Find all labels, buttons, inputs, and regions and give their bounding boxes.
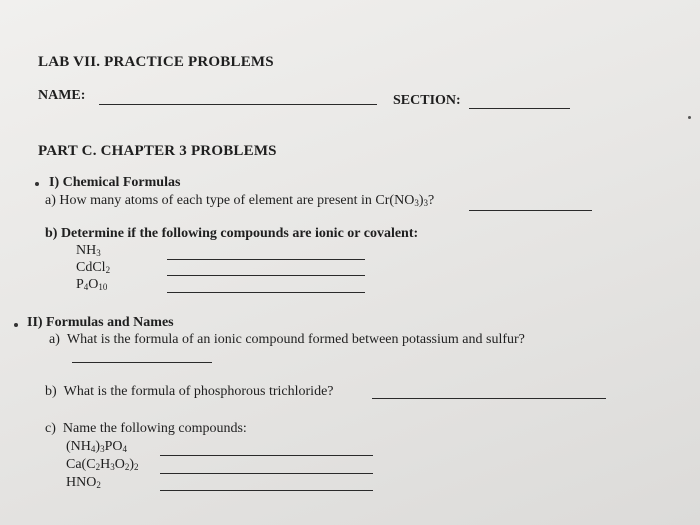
qa-sub2: 3 bbox=[423, 198, 428, 208]
compound-nh3: $NH_3$ bbox=[76, 243, 101, 258]
answer-line-hno2[interactable] bbox=[160, 490, 373, 491]
answer-line-ca-acetate[interactable] bbox=[160, 473, 373, 474]
section-label: SECTION: bbox=[393, 93, 461, 108]
section2-question-b: b) What is the formula of phosphorous trichloride? bbox=[45, 384, 334, 399]
compound-p4o10: $P_4O_{10}$ bbox=[76, 277, 108, 292]
lab-title: LAB VII. PRACTICE PROBLEMS bbox=[38, 54, 274, 70]
answer-line-2b[interactable] bbox=[372, 398, 606, 399]
page-mark bbox=[688, 116, 691, 119]
compound-cdcl2: CdCl$_2$ bbox=[76, 260, 111, 275]
section1-heading: I) Chemical Formulas bbox=[49, 175, 181, 190]
qa-mid: ) bbox=[418, 193, 424, 208]
section1-question-b: b) Determine if the following compounds are ionic or covalent: bbox=[45, 226, 419, 241]
answer-line-nh3[interactable] bbox=[167, 259, 365, 260]
compound-ca-acetate: $Ca(C_2H_3O_2)_2$ bbox=[66, 457, 139, 472]
answer-line-1a[interactable] bbox=[469, 210, 592, 211]
qa-post: ? bbox=[427, 193, 435, 208]
compound-nh4-3po4: $(NH_4)_3PO_4$ bbox=[66, 439, 127, 454]
answer-line-cdcl2[interactable] bbox=[167, 275, 365, 276]
section1-question-a bbox=[45, 193, 434, 209]
section-field[interactable] bbox=[469, 108, 570, 109]
section2-heading: II) Formulas and Names bbox=[27, 315, 174, 330]
answer-line-2a[interactable] bbox=[72, 362, 212, 363]
bullet-section1 bbox=[35, 182, 39, 186]
answer-line-nh4-3po4[interactable] bbox=[160, 455, 373, 456]
part-title: PART C. CHAPTER 3 PROBLEMS bbox=[38, 143, 277, 159]
section2-question-c: c) Name the following compounds: bbox=[45, 421, 247, 436]
compound-hno2: $HNO_2$ bbox=[66, 475, 101, 490]
name-field[interactable] bbox=[99, 104, 377, 105]
name-label: NAME: bbox=[38, 88, 86, 103]
qa-sub1: 3 bbox=[414, 198, 419, 208]
answer-line-p4o10[interactable] bbox=[167, 292, 365, 293]
section2-question-a: a) What is the formula of an ionic compound formed between potassium and sulfur? bbox=[49, 332, 525, 347]
qa-text: a) How many atoms of each type of element are present in Cr(NO bbox=[45, 193, 415, 208]
bullet-section2 bbox=[14, 323, 18, 327]
